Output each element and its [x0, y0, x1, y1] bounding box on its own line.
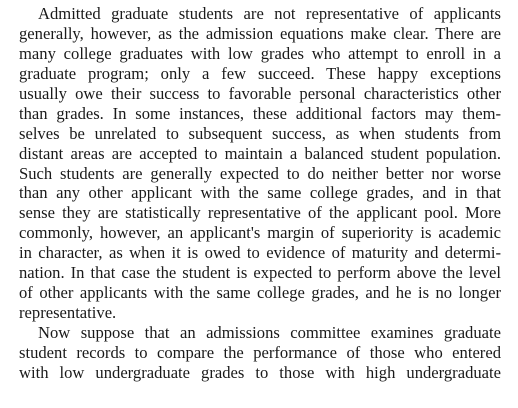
paragraph-1 [19, 4, 501, 323]
text-line: Such students are generally expected to do neither better nor worse [19, 163, 501, 183]
text-line: of other applicants with the same college grades, and he is no longer [19, 283, 501, 303]
text-line: nation. In that case the student is expected to perform above the level [19, 263, 501, 283]
text-line: commonly, however, an applicant's margin of superiority is academic [19, 223, 501, 243]
text-line: with low undergraduate grades to those with high undergraduate [19, 362, 501, 382]
document-page [19, 4, 501, 383]
text-line: sense they are statistically representative of the applicant pool. More [19, 203, 501, 223]
text-line: many college graduates with low grades who attempt to enroll in a [19, 43, 501, 63]
text-line: student records to compare the performance of those who entered [19, 342, 501, 362]
text-line: representative. [19, 303, 117, 323]
text-line: in character, as when it is owed to evidence of maturity and determi- [19, 243, 501, 263]
text-line: than any other applicant with the same college grades, and in that [19, 183, 501, 203]
text-line: graduate program; only a few succeed. These happy exceptions [19, 63, 501, 83]
text-line: Now suppose that an admissions committee examines graduate [38, 323, 501, 342]
text-line: Admitted graduate students are not representative of applicants [38, 4, 501, 23]
text-line: generally, however, as the admission equations make clear. There are [19, 23, 501, 43]
text-line: usually owe their success to favorable personal characteristics other [19, 83, 501, 103]
paragraph-2 [19, 323, 501, 383]
text-line: distant areas are accepted to maintain a balanced student population. [19, 143, 501, 163]
text-line: than grades. In some instances, these additional factors may them- [19, 103, 501, 123]
text-line: selves be unrelated to subsequent success, as when students from [19, 123, 501, 143]
